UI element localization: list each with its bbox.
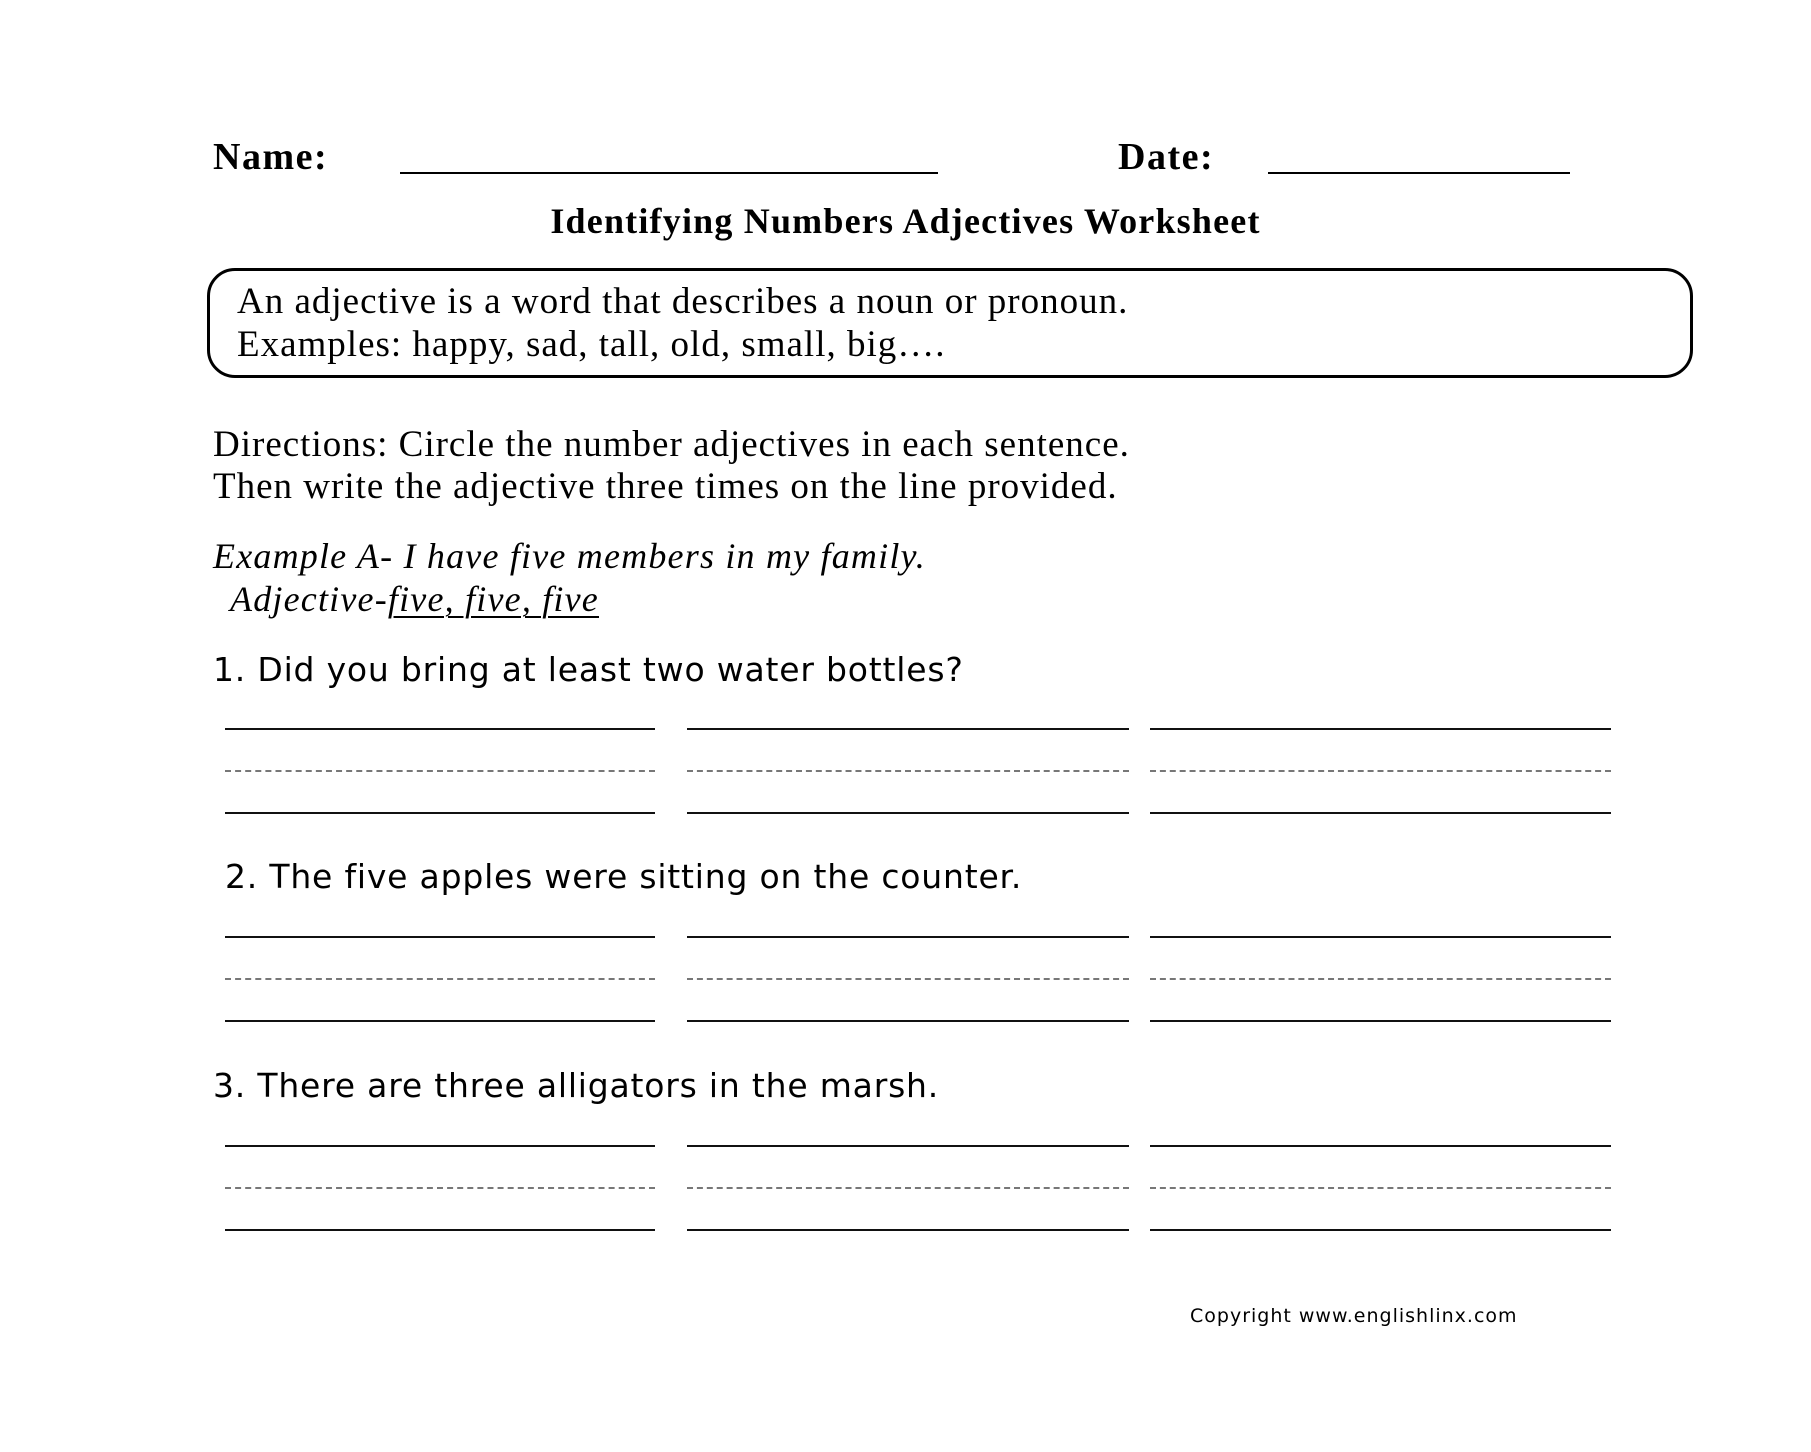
directions-line-2: Then write the adjective three times on the line provided.: [213, 466, 1118, 507]
writing-line-2[interactable]: [687, 936, 1129, 1036]
writing-line-2[interactable]: [687, 728, 1129, 828]
example-answer: [230, 578, 599, 620]
writing-line-3[interactable]: [1150, 728, 1611, 828]
question-3-writing-lines: [225, 1145, 1611, 1245]
writing-line-1[interactable]: [225, 728, 655, 828]
name-label: Name:: [213, 136, 329, 178]
example-sentence: Example A- I have five members in my family.: [213, 536, 926, 576]
copyright-text: Copyright www.englishlinx.com: [1190, 1305, 1518, 1327]
question-3-text: 3. There are three alligators in the marsh.: [213, 1066, 940, 1105]
writing-line-1[interactable]: [225, 936, 655, 1036]
question-1-writing-lines: [225, 728, 1611, 828]
question-2-writing-lines: [225, 936, 1611, 1036]
name-blank-line[interactable]: [400, 172, 938, 174]
writing-line-3[interactable]: [1150, 936, 1611, 1036]
question-2-text: 2. The five apples were sitting on the counter.: [225, 857, 1023, 896]
directions-line-1: Directions: Circle the number adjectives in each sentence.: [213, 424, 1130, 465]
writing-line-2[interactable]: [687, 1145, 1129, 1245]
question-1-text: 1. Did you bring at least two water bottles?: [213, 650, 964, 689]
definition-text: An adjective is a word that describes a noun or pronoun.: [237, 281, 1129, 322]
writing-line-1[interactable]: [225, 1145, 655, 1245]
example-answer-label: Adjective-: [230, 579, 388, 619]
date-blank-line[interactable]: [1268, 172, 1570, 174]
worksheet-title: Identifying Numbers Adjectives Worksheet: [550, 201, 1261, 241]
writing-line-3[interactable]: [1150, 1145, 1611, 1245]
examples-text: Examples: happy, sad, tall, old, small, big….: [237, 324, 946, 365]
date-label: Date:: [1118, 136, 1215, 178]
example-answer-value: five, five, five: [387, 579, 599, 619]
